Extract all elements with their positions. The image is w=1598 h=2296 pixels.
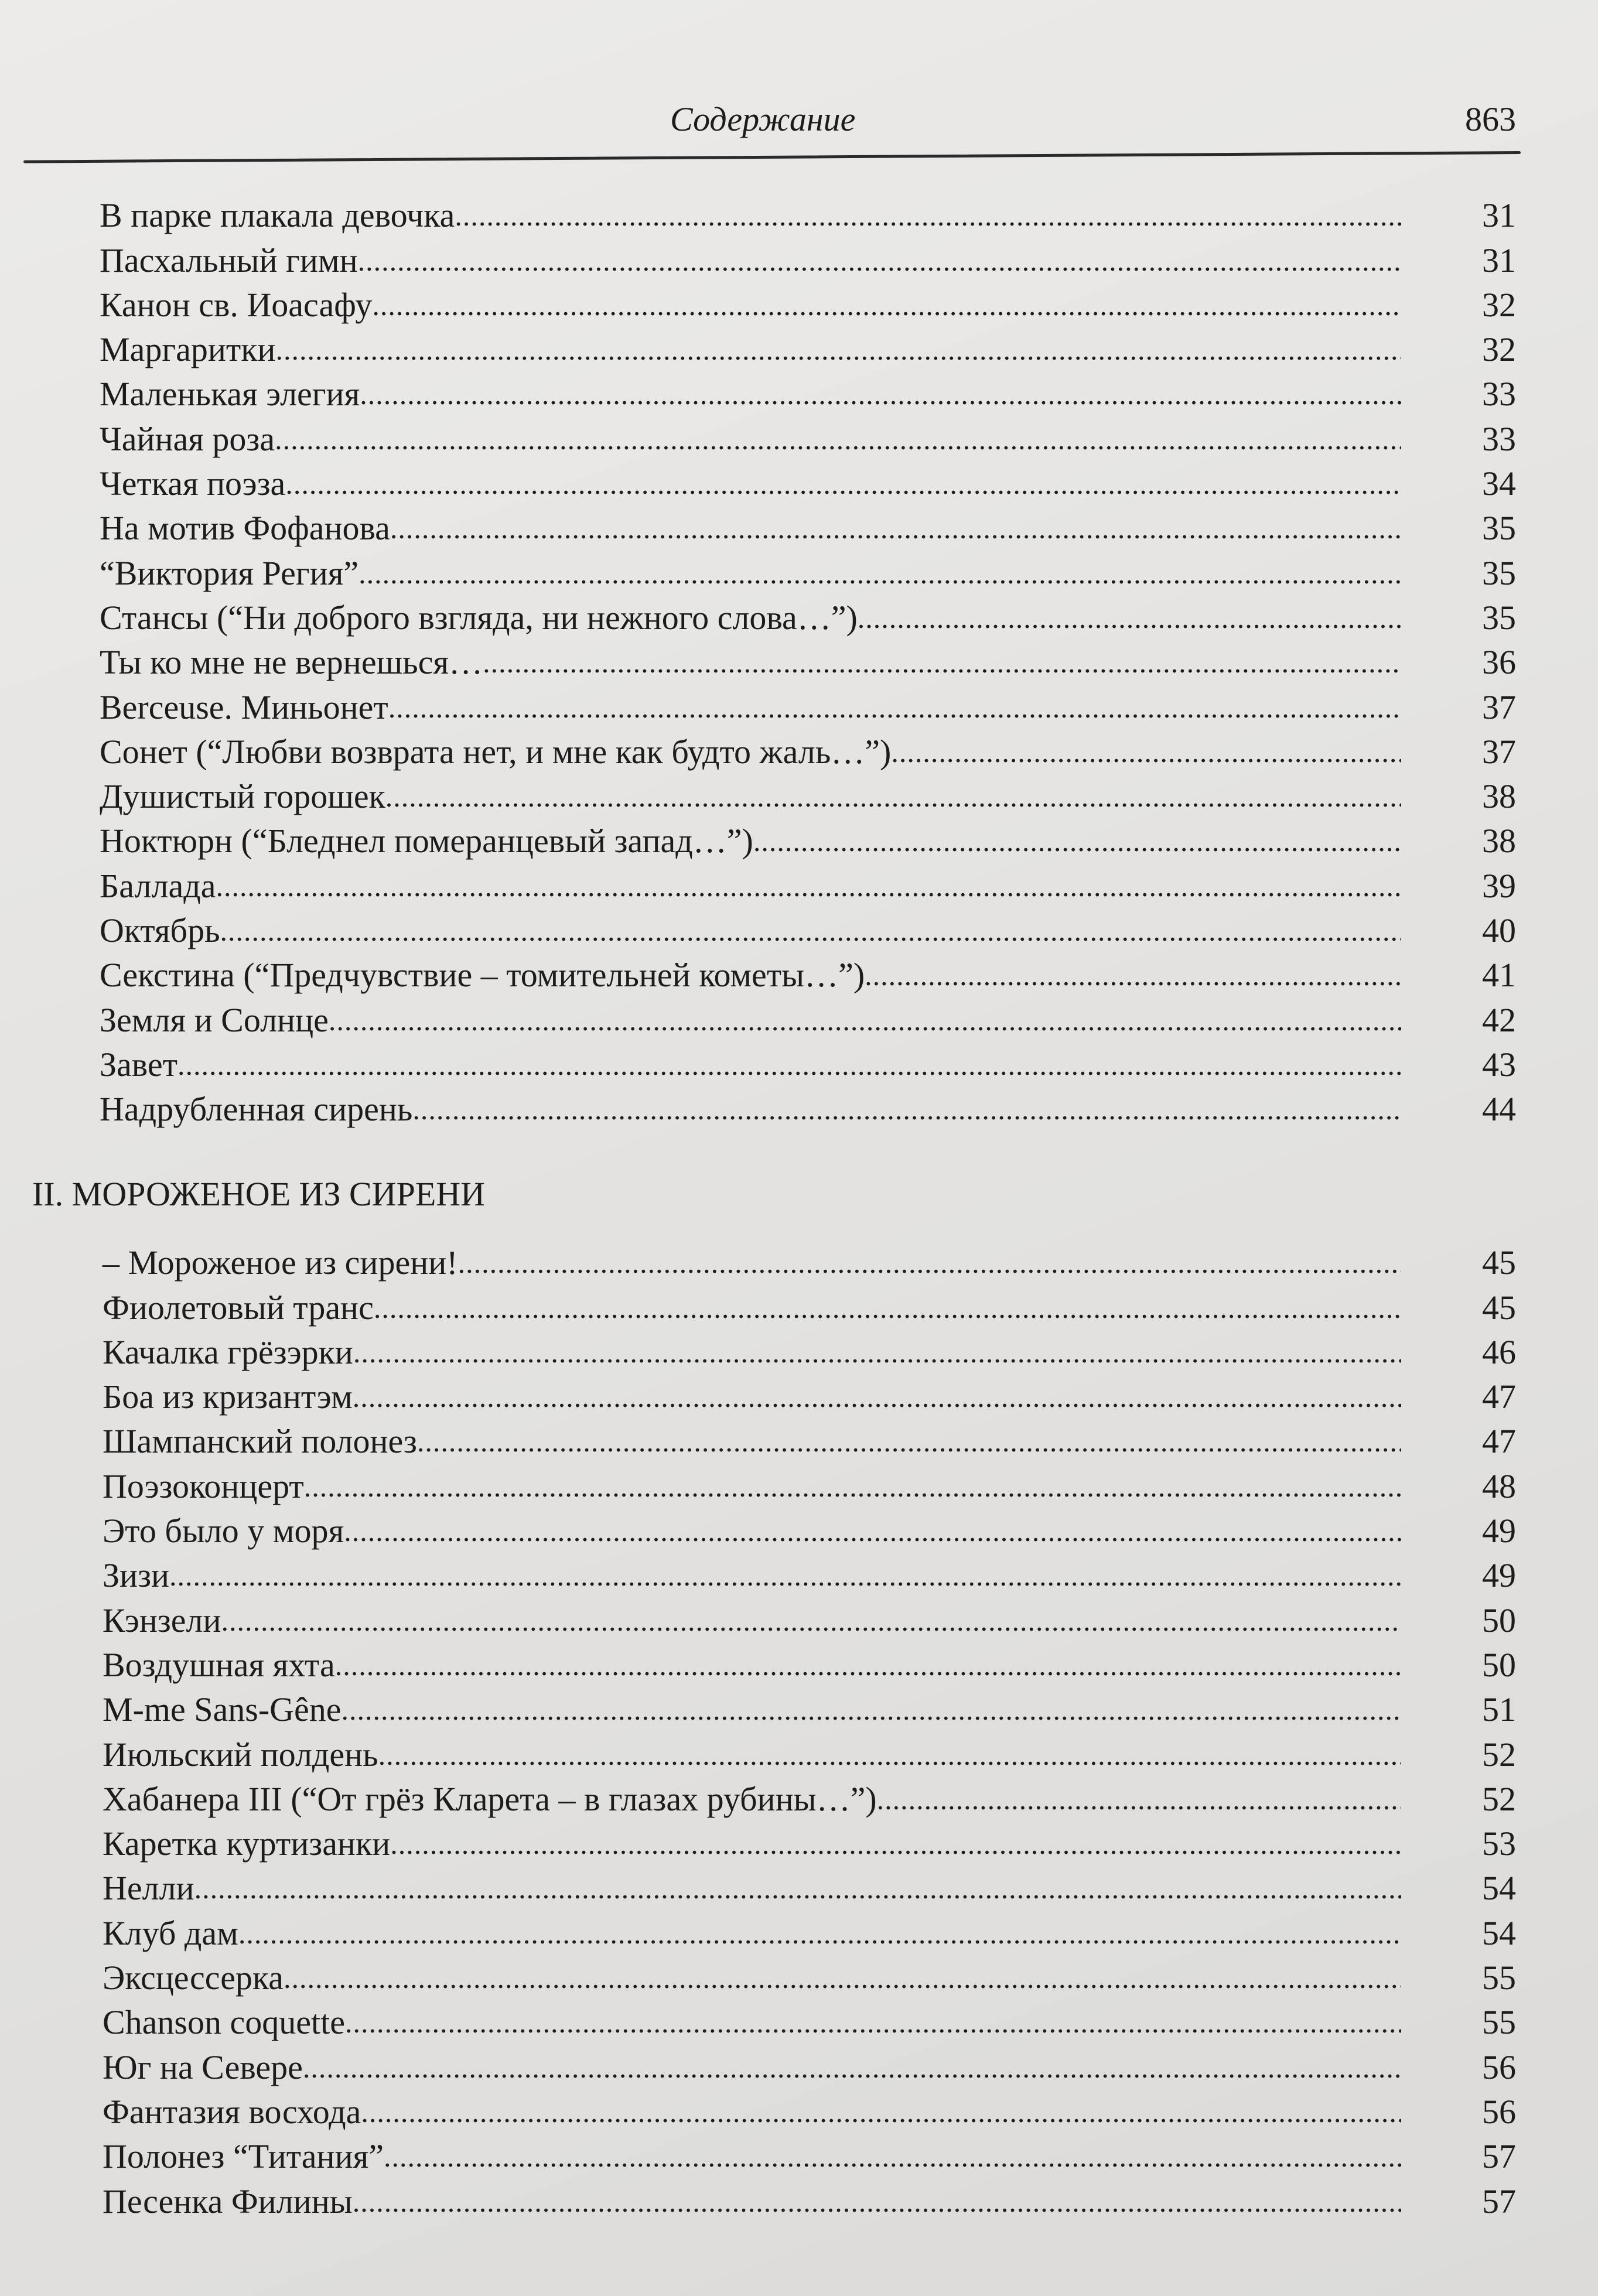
entry-title: Шампанский полонез (103, 1422, 417, 1461)
dot-leader (169, 1553, 1401, 1598)
entry-page-number: 55 (1482, 1959, 1516, 1997)
toc-entry (100, 819, 1516, 863)
toc-entry (100, 1043, 1516, 1087)
entry-title: Стансы (“Ни доброго взгляда, ни нежного слова…”) (100, 598, 858, 637)
entry-page-number: 49 (1482, 1556, 1516, 1595)
entry-title: – Мороженое из сирени! (103, 1243, 458, 1282)
toc-entry (103, 1419, 1516, 1464)
entry-title: Пасхальный гимн (100, 241, 358, 279)
entry-title: Кэнзели (103, 1601, 221, 1639)
dot-leader (275, 417, 1401, 462)
entry-page-number: 57 (1482, 2137, 1516, 2176)
dot-leader (275, 327, 1401, 372)
entry-title: Эксцессерка (103, 1959, 284, 1997)
entry-page-number: 51 (1482, 1690, 1516, 1729)
entry-page-number: 52 (1482, 1735, 1516, 1774)
toc-entry (100, 997, 1516, 1042)
dot-leader (372, 283, 1401, 327)
toc-entry (100, 551, 1516, 595)
toc-entry (103, 1911, 1516, 1955)
entry-page-number: 33 (1482, 375, 1516, 414)
entry-page-number: 33 (1482, 419, 1516, 458)
entry-title: Поэзоконцерт (103, 1467, 304, 1505)
toc-entry (103, 1732, 1516, 1776)
entry-title: Секстина (“Предчувствие – томительней кометы…”) (100, 956, 865, 995)
toc-entry (103, 1777, 1516, 1822)
toc-entry (103, 1866, 1516, 1911)
header-rule (23, 151, 1521, 163)
section-heading: II. МОРОЖЕНОЕ ИЗ СИРЕНИ (32, 1175, 486, 1213)
toc-entry (103, 1509, 1516, 1553)
toc-list-part1 (100, 193, 1516, 1132)
toc-entry (100, 685, 1516, 729)
dot-leader (177, 1043, 1401, 1087)
dot-leader (877, 1777, 1401, 1822)
toc-entry (103, 1464, 1516, 1508)
toc-entry (103, 1375, 1516, 1419)
entry-title: Ты ко мне не вернешься… (100, 643, 483, 682)
dot-leader (284, 1956, 1401, 2000)
entry-page-number: 32 (1482, 285, 1516, 324)
toc-entry (103, 1285, 1516, 1330)
entry-title: Четкая поэза (100, 464, 286, 503)
dot-leader (417, 1419, 1401, 1464)
entry-page-number: 55 (1482, 2003, 1516, 2042)
toc-entry (100, 416, 1516, 461)
entry-page-number: 50 (1482, 1645, 1516, 1684)
dot-leader (220, 908, 1401, 953)
page-number: 863 (1465, 100, 1516, 138)
dot-leader (344, 1509, 1401, 1553)
entry-title: Ноктюрн (“Бледнел померанцевый запад…”) (100, 822, 753, 860)
entry-title: В парке плакала девочка (100, 196, 455, 235)
dot-leader (455, 193, 1401, 238)
dot-leader (360, 372, 1401, 416)
entry-page-number: 35 (1482, 598, 1516, 637)
entry-title: Chanson coquette (103, 2003, 345, 2042)
entry-page-number: 44 (1482, 1090, 1516, 1129)
dot-leader (285, 462, 1401, 506)
dot-leader (329, 998, 1401, 1043)
dot-leader (353, 2179, 1401, 2224)
toc-entry (100, 506, 1516, 551)
entry-title: Боа из кризантэм (103, 1378, 353, 1416)
entry-title: Земля и Солнце (100, 1000, 329, 1039)
entry-title: Это было у моря (103, 1512, 344, 1550)
toc-entry (100, 327, 1516, 372)
entry-title: Канон св. Иоасафу (100, 285, 373, 324)
entry-page-number: 37 (1482, 732, 1516, 771)
entry-title: M-me Sans-Gêne (103, 1690, 342, 1729)
dot-leader (358, 551, 1401, 596)
entry-title: Чайная роза (100, 419, 275, 458)
toc-entry (100, 462, 1516, 506)
toc-entry (103, 1956, 1516, 2000)
entry-title: Фиолетовый транс (103, 1288, 374, 1327)
dot-leader (216, 864, 1401, 908)
entry-page-number: 46 (1482, 1332, 1516, 1371)
entry-page-number: 35 (1482, 509, 1516, 548)
entry-page-number: 56 (1482, 2092, 1516, 2131)
entry-page-number: 57 (1482, 2182, 1516, 2220)
entry-page-number: 54 (1482, 1914, 1516, 1952)
entry-page-number: 52 (1482, 1779, 1516, 1818)
toc-entry (100, 596, 1516, 640)
dot-leader (753, 819, 1401, 863)
entry-page-number: 45 (1482, 1288, 1516, 1327)
dot-leader (221, 1598, 1402, 1643)
toc-entry (103, 1822, 1516, 1866)
entry-page-number: 43 (1482, 1045, 1516, 1084)
dot-leader (388, 685, 1401, 730)
entry-title: Песенка Филины (103, 2182, 353, 2220)
entry-title: “Виктория Регия” (100, 554, 359, 592)
toc-entry (100, 640, 1516, 685)
toc-entry (100, 283, 1516, 327)
dot-leader (194, 1866, 1401, 1911)
entry-page-number: 54 (1482, 1869, 1516, 1908)
dot-leader (412, 1087, 1401, 1132)
dot-leader (458, 1241, 1401, 1285)
entry-title: Фантазия восхода (103, 2092, 361, 2131)
toc-entry (103, 2179, 1516, 2223)
dot-leader (378, 1733, 1401, 1777)
entry-page-number: 39 (1482, 866, 1516, 905)
entry-title: Маленькая элегия (100, 375, 360, 414)
entry-title: На мотив Фофанова (100, 509, 390, 548)
dot-leader (303, 2045, 1401, 2090)
entry-page-number: 40 (1482, 911, 1516, 950)
entry-title: Маргаритки (100, 330, 276, 369)
toc-entry (103, 1330, 1516, 1375)
dot-leader (483, 640, 1401, 685)
entry-title: Berceuse. Миньонет (100, 688, 388, 726)
entry-page-number: 50 (1482, 1601, 1516, 1639)
dot-leader (385, 774, 1401, 819)
entry-page-number: 47 (1482, 1422, 1516, 1461)
toc-entry (103, 1241, 1516, 1285)
entry-page-number: 53 (1482, 1824, 1516, 1863)
toc-list-part2 (103, 1241, 1516, 2224)
entry-title: Октябрь (100, 911, 220, 950)
toc-entry (103, 2134, 1516, 2179)
toc-entry (100, 908, 1516, 953)
entry-title: Нелли (103, 1869, 194, 1908)
entry-title: Завет (100, 1045, 177, 1084)
dot-leader (238, 1911, 1401, 1956)
toc-entry (100, 774, 1516, 819)
entry-title: Каретка куртизанки (103, 1824, 391, 1863)
toc-entry (103, 2045, 1516, 2089)
entry-title: Хабанера III (“От грёз Кларета – в глазах рубины…”) (103, 1779, 877, 1818)
dot-leader (345, 2000, 1401, 2045)
toc-entry (100, 193, 1516, 238)
entry-title: Сонет (“Любви возврата нет, и мне как будто жаль…”) (100, 732, 892, 771)
dot-leader (358, 238, 1401, 283)
entry-title: Воздушная яхта (103, 1645, 335, 1684)
entry-page-number: 41 (1482, 956, 1516, 995)
toc-entry (100, 1087, 1516, 1132)
entry-title: Полонез “Титания” (103, 2137, 384, 2176)
entry-page-number: 34 (1482, 464, 1516, 503)
entry-title: Качалка грёзэрки (103, 1332, 353, 1371)
entry-page-number: 38 (1482, 822, 1516, 860)
dot-leader (353, 1330, 1401, 1375)
toc-entry (103, 1598, 1516, 1642)
toc-entry (100, 372, 1516, 416)
dot-leader (390, 506, 1401, 551)
dot-leader (342, 1687, 1401, 1732)
entry-page-number: 49 (1482, 1512, 1516, 1550)
entry-title: Надрубленная сирень (100, 1090, 413, 1129)
dot-leader (891, 730, 1401, 774)
dot-leader (335, 1643, 1401, 1687)
entry-title: Баллада (100, 866, 216, 905)
running-header-title: Содержание (670, 100, 856, 138)
entry-title: Юг на Севере (103, 2048, 303, 2086)
entry-page-number: 37 (1482, 688, 1516, 726)
entry-title: Душистый горошек (100, 777, 385, 816)
entry-page-number: 32 (1482, 330, 1516, 369)
toc-entry (100, 238, 1516, 282)
toc-entry (103, 2000, 1516, 2045)
toc-entry (103, 2090, 1516, 2134)
entry-title: Клуб дам (103, 1914, 238, 1952)
entry-page-number: 38 (1482, 777, 1516, 816)
entry-page-number: 35 (1482, 554, 1516, 592)
entry-page-number: 47 (1482, 1378, 1516, 1416)
dot-leader (384, 2134, 1401, 2179)
dot-leader (858, 596, 1401, 640)
entry-page-number: 42 (1482, 1000, 1516, 1039)
entry-page-number: 31 (1482, 196, 1516, 235)
dot-leader (374, 1286, 1401, 1330)
dot-leader (304, 1464, 1401, 1509)
dot-leader (353, 1375, 1401, 1419)
entry-title: Зизи (103, 1556, 170, 1595)
entry-page-number: 45 (1482, 1243, 1516, 1282)
toc-entry (100, 953, 1516, 997)
entry-page-number: 56 (1482, 2048, 1516, 2086)
toc-entry (100, 863, 1516, 908)
toc-entry (100, 730, 1516, 774)
dot-leader (390, 1822, 1401, 1866)
entry-title: Июльский полдень (103, 1735, 378, 1774)
entry-page-number: 31 (1482, 241, 1516, 279)
toc-entry (103, 1687, 1516, 1732)
dot-leader (361, 2090, 1401, 2134)
entry-page-number: 36 (1482, 643, 1516, 682)
toc-entry (103, 1553, 1516, 1598)
entry-page-number: 48 (1482, 1467, 1516, 1505)
toc-entry (103, 1643, 1516, 1687)
dot-leader (865, 953, 1401, 997)
